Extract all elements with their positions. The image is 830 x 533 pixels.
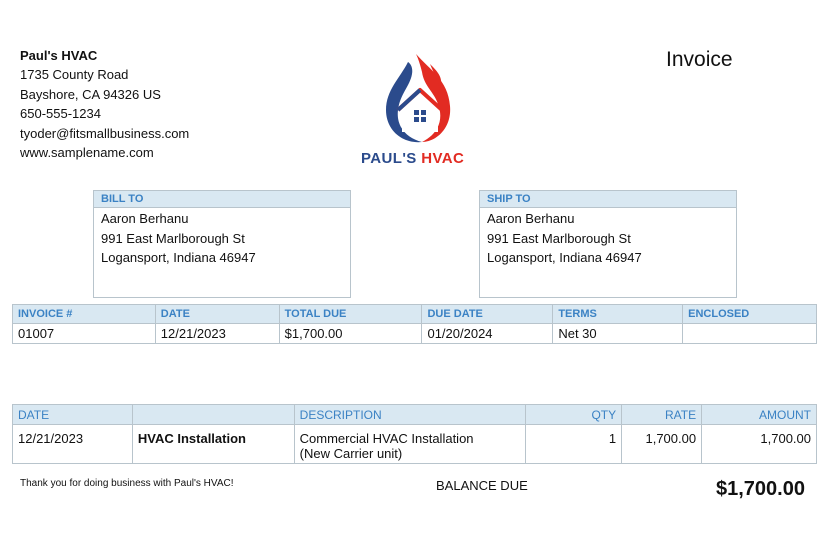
item-date: 12/21/2023 [13,425,133,464]
company-name: Paul's HVAC [20,48,98,63]
invoice-number: 01007 [13,324,156,344]
document-title: Invoice [666,48,733,71]
ship-to-name: Aaron Berhanu [487,211,575,226]
logo-text [361,150,464,167]
logo-text-part1: PAUL'S [361,150,417,167]
company-phone: 650-555-1234 [20,106,101,122]
invoice-terms: Net 30 [553,324,683,344]
line-items-table [12,404,817,464]
ship-to-label: SHIP TO [480,191,736,208]
bill-to-street: 991 East Marlborough St [101,230,245,246]
invoice-info-table [12,304,817,344]
invoice-due-date: 01/20/2024 [422,324,553,344]
ship-to-box [479,190,737,298]
invoice-date: 12/21/2023 [155,324,279,344]
header-enclosed: ENCLOSED [683,305,817,324]
items-header-amount: AMOUNT [702,405,817,425]
invoice-enclosed [683,324,817,344]
item-description-line1: Commercial HVAC Installation [299,431,474,446]
company-address-line1: 1735 County Road [20,67,129,83]
bill-to-label: BILL TO [94,191,350,208]
flame-house-icon [378,50,470,146]
balance-due-value: $1,700.00 [716,478,805,500]
item-rate: 1,700.00 [622,425,702,464]
table-row [13,425,817,464]
ship-to-street: 991 East Marlborough St [487,230,631,246]
ship-to-city: Logansport, Indiana 46947 [487,250,642,266]
item-amount: 1,700.00 [702,425,817,464]
header-due-date: DUE DATE [422,305,553,324]
header-date: DATE [155,305,279,324]
company-address-line2: Bayshore, CA 94326 US [20,86,161,102]
invoice-info-header-row [13,305,817,324]
balance-due-label: BALANCE DUE [436,478,528,493]
line-items-header-row [13,405,817,425]
items-header-rate: RATE [622,405,702,425]
logo-text-part2: HVAC [421,150,465,167]
item-description-line2: (New Carrier unit) [299,446,403,461]
company-website: www.samplename.com [20,145,154,161]
header-terms: TERMS [553,305,683,324]
items-header-item [132,405,294,425]
header-invoice-number: INVOICE # [13,305,156,324]
company-email: tyoder@fitsmallbusiness.com [20,125,190,141]
item-qty: 1 [526,425,622,464]
bill-to-name: Aaron Berhanu [101,211,189,226]
header-total-due: TOTAL DUE [279,305,422,324]
thank-you-note: Thank you for doing business with Paul's HVAC! [20,478,234,489]
bill-to-box [93,190,351,298]
item-name: HVAC Installation [132,425,294,464]
invoice-info-value-row [13,324,817,344]
items-header-qty: QTY [526,405,622,425]
bill-to-city: Logansport, Indiana 46947 [101,250,256,266]
items-header-description: DESCRIPTION [294,405,526,425]
items-header-date: DATE [13,405,133,425]
company-info [20,46,189,162]
invoice-total-due: $1,700.00 [279,324,422,344]
item-description [294,425,526,464]
